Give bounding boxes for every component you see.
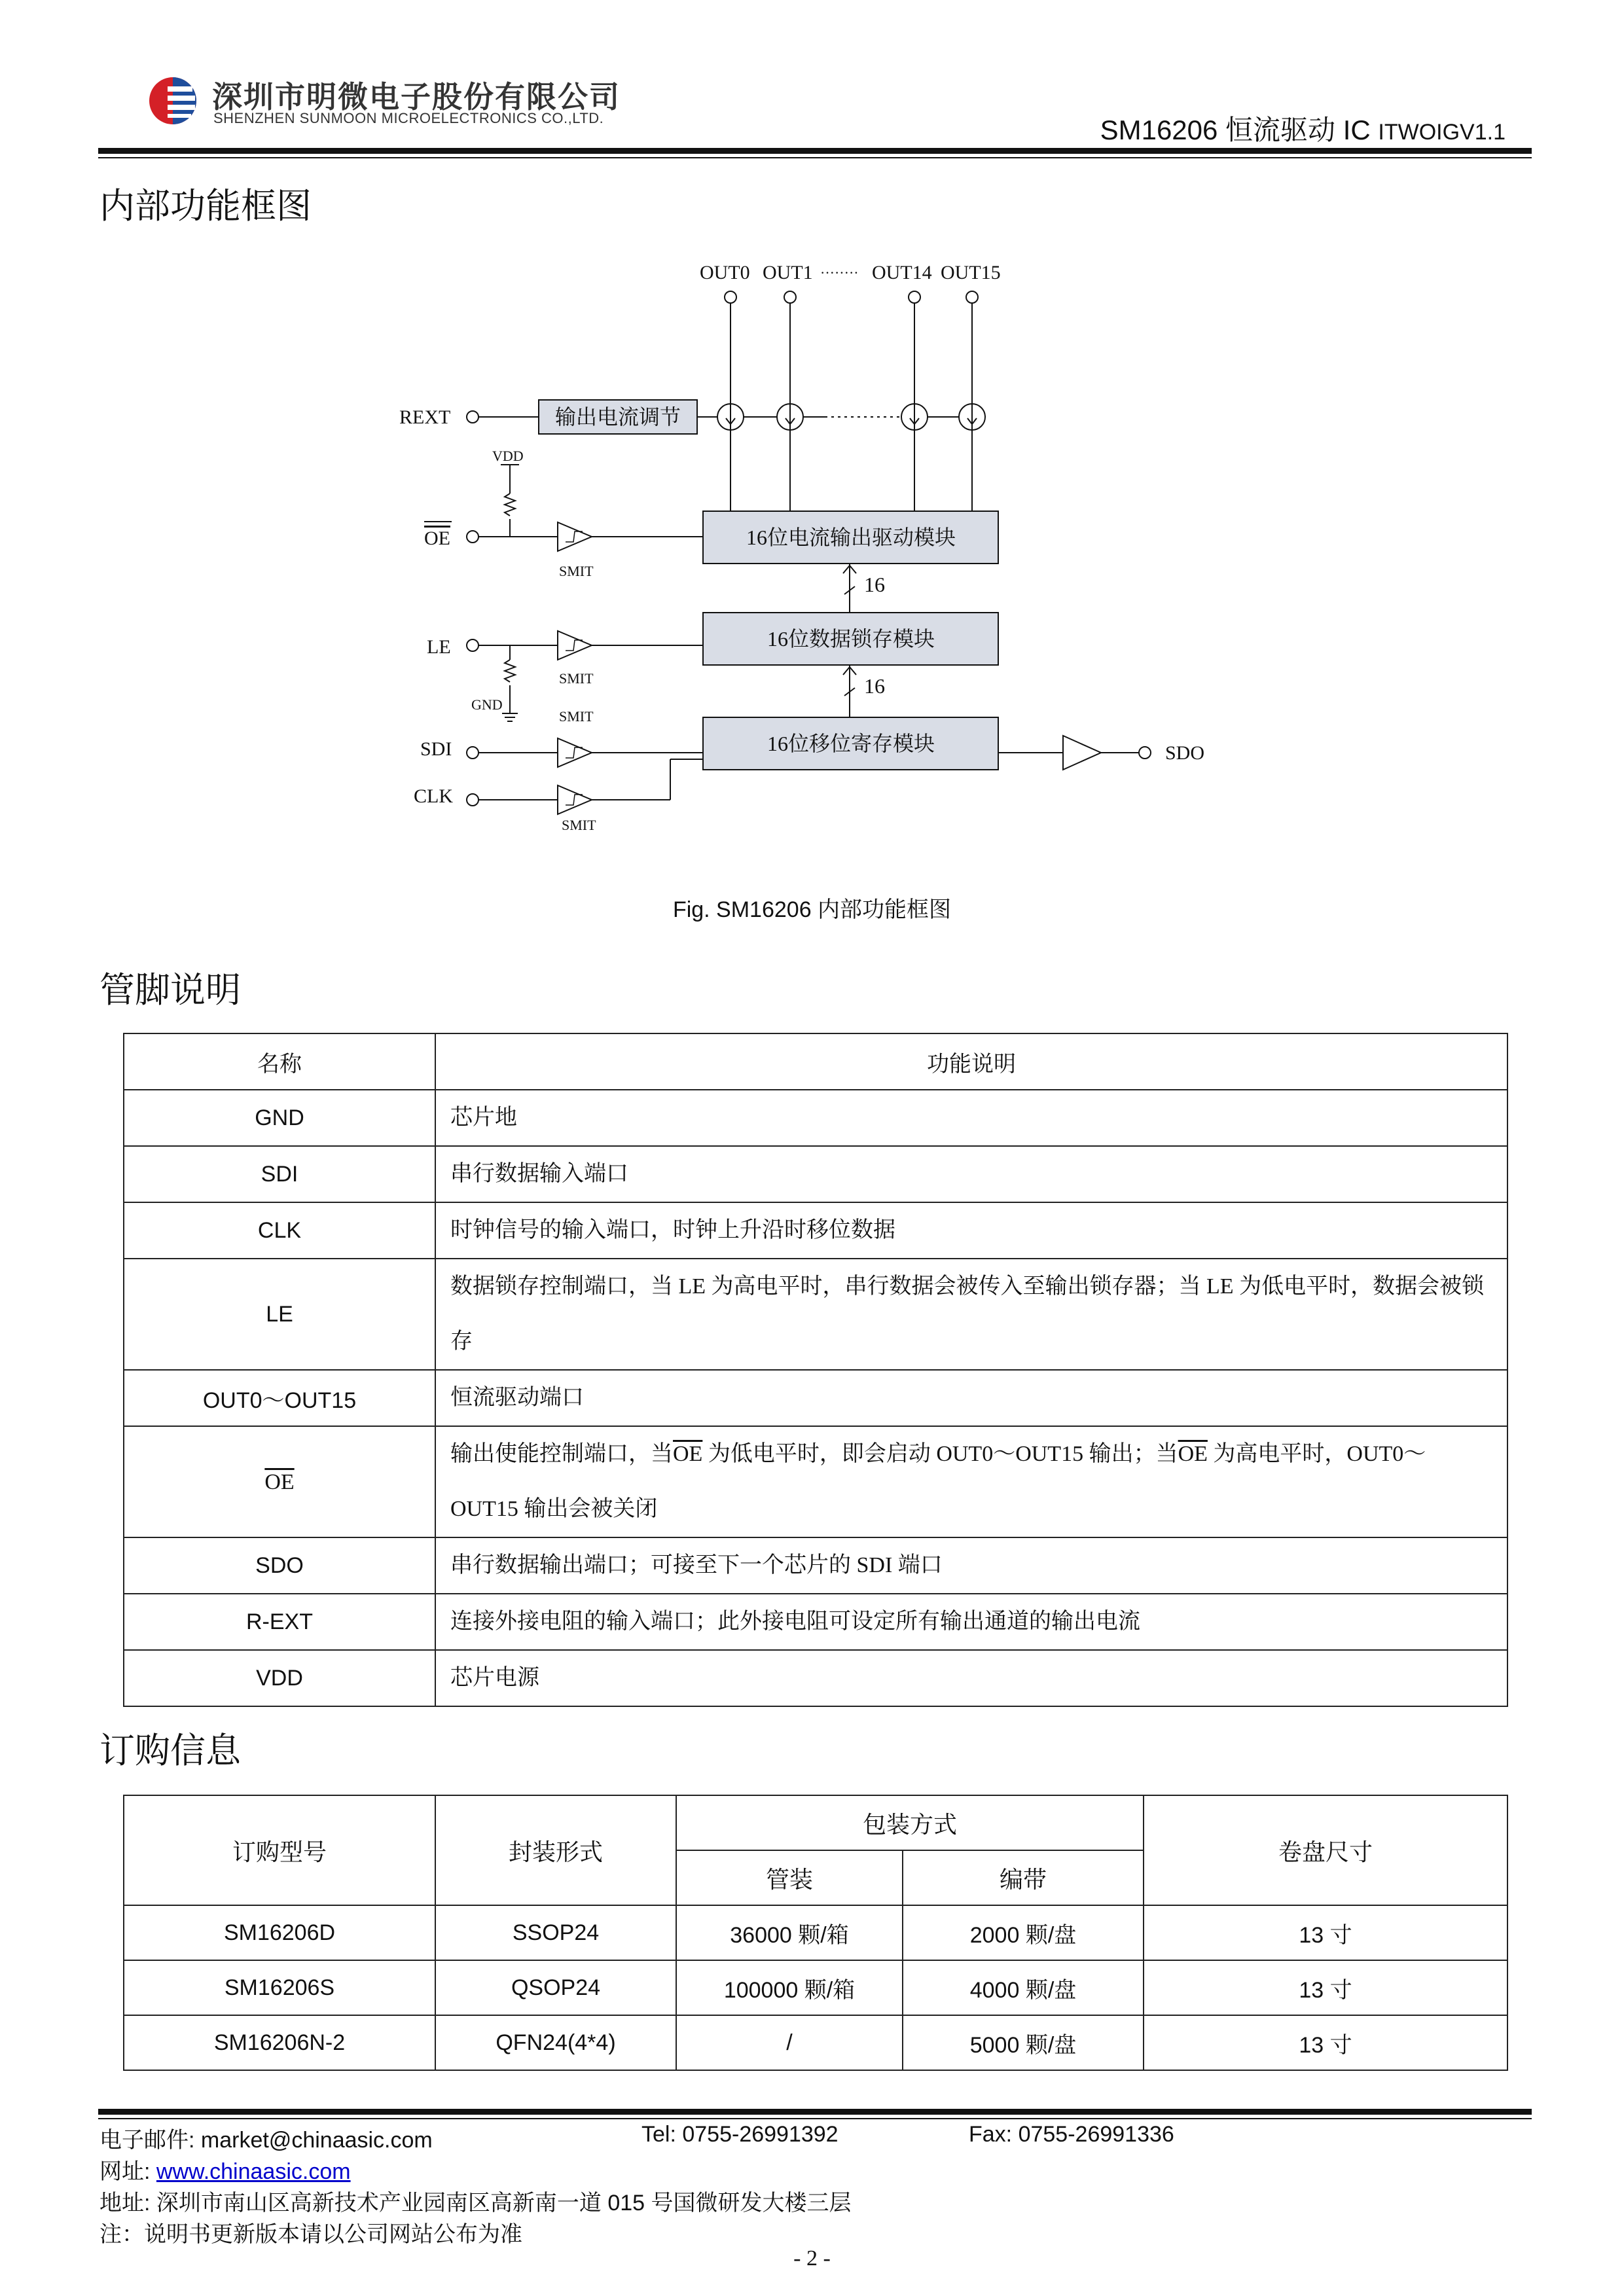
company-logo: [148, 76, 198, 126]
table-row: [124, 1905, 1507, 1960]
section-title-ordering: 订购信息: [99, 1730, 241, 1771]
page-number: - 2 -: [793, 2246, 831, 2270]
table-row: [124, 1259, 1507, 1370]
label-le: LE: [427, 636, 451, 658]
label-bus-16-a: 16: [864, 573, 885, 596]
pin-desc-oe: $\overline{OE}$: [1178, 1442, 1208, 1466]
pin-name: SDO: [124, 1537, 435, 1594]
pin-out1-circle: [784, 291, 796, 303]
label-vdd: VDD: [492, 448, 524, 464]
header-rule-thin: [98, 157, 1532, 158]
label-out15: OUT15: [941, 262, 1001, 283]
order-tape: 2000 颗/盘: [903, 1905, 1144, 1960]
pin-desc: 串行数据输出端口；可接至下一个芯片的 SDI 端口: [435, 1537, 1507, 1594]
pin-desc: 芯片电源: [435, 1650, 1507, 1706]
pin-sdi-circle: [467, 747, 478, 759]
order-tape: 5000 颗/盘: [903, 2015, 1144, 2070]
col-header-package: 封装形式: [435, 1795, 676, 1905]
block-diagram: [367, 249, 1283, 857]
document-title-text: SM16206 恒流驱动 IC: [1100, 115, 1371, 145]
col-header-reel: 卷盘尺寸: [1144, 1795, 1507, 1905]
order-tube: 100000 颗/箱: [676, 1960, 903, 2015]
order-package: SSOP24: [435, 1905, 676, 1960]
footer-web-label: 网址:: [99, 2159, 156, 2184]
pin-desc-part: 为低电平时，即会启动 OUT0～OUT15 输出；当: [702, 1442, 1178, 1466]
col-header-name: 名称: [124, 1033, 435, 1090]
order-model: SM16206S: [124, 1960, 435, 2015]
label-rext: REXT: [399, 406, 451, 428]
label-out1: OUT1: [763, 262, 813, 283]
order-tube: 36000 颗/箱: [676, 1905, 903, 1960]
table-row: [124, 1960, 1507, 2015]
pin-out0-circle: [725, 291, 736, 303]
company-name-cn: 深圳市明微电子股份有限公司: [212, 79, 621, 115]
pin-rext-circle: [467, 411, 478, 423]
website-link[interactable]: www.chinaasic.com: [156, 2159, 351, 2184]
pin-name: LE: [124, 1259, 435, 1370]
pin-desc: 数据锁存控制端口，当 LE 为高电平时，串行数据会被传入至输出锁存器；当 LE 为低电平时，数据会被锁存: [435, 1259, 1507, 1370]
col-header-tape: 编带: [903, 1850, 1144, 1905]
pin-desc: [435, 1426, 1507, 1537]
table-row: [124, 1426, 1507, 1537]
block-driver-label: 16位电流输出驱动模块: [746, 526, 956, 549]
order-reel: 13 寸: [1144, 1960, 1507, 2015]
footer-rule-thin: [98, 2118, 1532, 2119]
label-sdo: SDO: [1165, 742, 1205, 764]
order-tube: /: [676, 2015, 903, 2070]
order-model: SM16206D: [124, 1905, 435, 1960]
header-rule: [98, 148, 1532, 154]
col-header-model: 订购型号: [124, 1795, 435, 1905]
section-title-pins: 管脚说明: [99, 969, 241, 1011]
schmitt-buffer-oe: [558, 522, 592, 551]
footer-email: 电子邮件: market@chinaasic.com: [99, 2128, 433, 2153]
pin-desc-part: 为高电平时，OUT0～OUT15 输出会被关闭: [450, 1442, 1426, 1521]
pin-desc: 时钟信号的输入端口，时钟上升沿时移位数据: [435, 1202, 1507, 1259]
label-out14: OUT14: [872, 262, 932, 283]
table-row: [124, 1090, 1507, 1146]
footer-tel: Tel: 0755-26991392: [641, 2122, 839, 2147]
block-shift-label: 16位移位寄存模块: [767, 732, 935, 755]
pin-name: $\overline{OE}$: [264, 1469, 295, 1494]
footer-address: 地址: 深圳市南山区高新技术产业园南区高新南一道 015 号国微研发大楼三层: [99, 2191, 852, 2215]
schmitt-buffer-clk: [558, 785, 592, 814]
col-header-packing: 包装方式: [676, 1795, 1144, 1850]
pin-oe-circle: [467, 531, 478, 543]
block-current-adjust-label: 输出电流调节: [554, 405, 681, 429]
table-row: [124, 2015, 1507, 2070]
pin-le-circle: [467, 639, 478, 651]
pin-sdo-circle: [1139, 747, 1151, 759]
table-header-row: [124, 1033, 1507, 1090]
order-package: QSOP24: [435, 1960, 676, 2015]
table-row: [124, 1202, 1507, 1259]
footer-rule: [98, 2109, 1532, 2115]
footer-fax: Fax: 0755-26991336: [969, 2122, 1174, 2147]
footer-web: [99, 2153, 351, 2185]
pin-clk-circle: [467, 794, 478, 806]
col-header-tube: 管装: [676, 1850, 903, 1905]
col-header-desc: 功能说明: [435, 1033, 1507, 1090]
label-smit-clk: SMIT: [562, 817, 596, 833]
schmitt-buffer-le: [558, 631, 592, 660]
footer-note: 注：说明书更新版本请以公司网站公布为准: [99, 2222, 522, 2247]
label-smit-oe: SMIT: [559, 563, 594, 579]
pin-desc: 连接外接电阻的输入端口；此外接电阻可设定所有输出通道的输出电流: [435, 1594, 1507, 1650]
order-reel: 13 寸: [1144, 1905, 1507, 1960]
pin-desc-part: 输出使能控制端口，当: [450, 1442, 673, 1466]
order-package: QFN24(4*4): [435, 2015, 676, 2070]
order-model: SM16206N-2: [124, 2015, 435, 2070]
order-tape: 4000 颗/盘: [903, 1960, 1144, 2015]
table-row: [124, 1370, 1507, 1426]
pin-name: OUT0～OUT15: [124, 1370, 435, 1426]
block-latch-label: 16位数据锁存模块: [767, 627, 935, 651]
table-row: [124, 1650, 1507, 1706]
label-oe: OE: [424, 528, 450, 549]
document-title: [1100, 109, 1506, 148]
pin-out14-circle: [909, 291, 920, 303]
label-bus-16-b: 16: [864, 674, 885, 698]
label-sdi: SDI: [420, 738, 452, 760]
label-gnd: GND: [471, 696, 503, 713]
label-smit-le: SMIT: [559, 670, 594, 687]
pin-name: VDD: [124, 1650, 435, 1706]
company-name-en: SHENZHEN SUNMOON MICROELECTRONICS CO.,LTD.: [213, 110, 604, 126]
pin-name: R-EXT: [124, 1594, 435, 1650]
pin-desc: 恒流驱动端口: [435, 1370, 1507, 1426]
table-row: [124, 1537, 1507, 1594]
order-reel: 13 寸: [1144, 2015, 1507, 2070]
label-smit-sdi: SMIT: [559, 708, 594, 725]
order-table: [123, 1795, 1508, 2071]
table-row: [124, 1146, 1507, 1202]
sdo-buffer: [1063, 736, 1101, 770]
table-row: [124, 1594, 1507, 1650]
pin-name: CLK: [124, 1202, 435, 1259]
pin-name: SDI: [124, 1146, 435, 1202]
label-out0: OUT0: [700, 262, 750, 283]
pin-desc-oe: $\overline{OE}$: [673, 1442, 703, 1466]
pin-desc: 串行数据输入端口: [435, 1146, 1507, 1202]
pin-name: GND: [124, 1090, 435, 1146]
section-title-block-diagram: 内部功能框图: [99, 185, 312, 226]
pin-table: [123, 1033, 1508, 1707]
schmitt-buffer-sdi: [558, 738, 592, 767]
figure-caption: Fig. SM16206 内部功能框图: [672, 897, 952, 922]
label-out-dots: ········: [820, 264, 859, 281]
pin-desc: 芯片地: [435, 1090, 1507, 1146]
label-clk: CLK: [414, 785, 453, 807]
document-version: ITWOIGV1.1: [1378, 120, 1506, 145]
pin-out15-circle: [966, 291, 978, 303]
table-header-row: [124, 1795, 1507, 1850]
